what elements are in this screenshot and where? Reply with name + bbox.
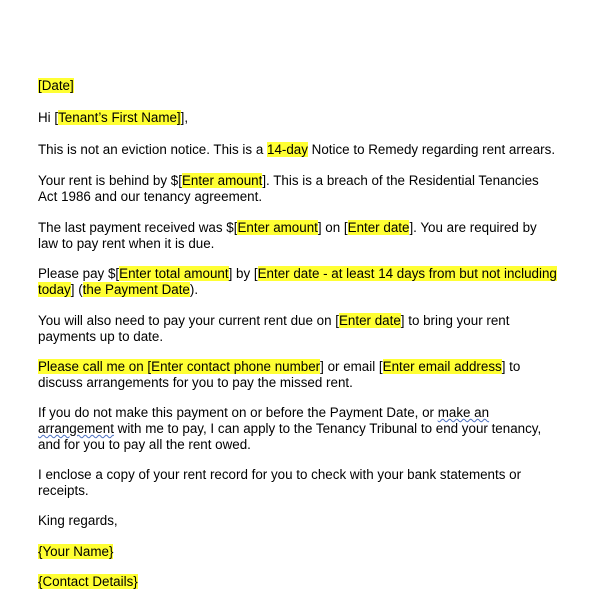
last-date-placeholder: Enter date (347, 220, 410, 235)
paragraph-current-rent: You will also need to pay your current rent due on [Enter date] to bring your rent payments up to date. (38, 313, 510, 344)
paragraph-rent-behind: Your rent is behind by $[Enter amount]. This is a breach of the Residential Tenancies Act 1986 and our tenancy agreement. (38, 173, 539, 204)
due-date-placeholder: Enter date - at least 14 days from but not including (257, 266, 557, 281)
your-name-placeholder: {Your Name} (38, 544, 114, 559)
contact-details-placeholder: {Contact Details} (38, 574, 138, 589)
amount-placeholder: Enter amount (181, 173, 263, 188)
total-amount-placeholder: Enter total amount (119, 266, 229, 281)
date-line (38, 78, 578, 94)
last-amount-placeholder: Enter amount (237, 220, 318, 235)
closing-line: King regards, (38, 513, 118, 528)
days-highlight: 14-day (267, 142, 308, 157)
paragraph-contact: Please call me on [Enter contact phone number] or email [Enter email address] to discuss arrangements for you to pay the missed rent. (38, 359, 521, 390)
phone-placeholder: Please call me on [Enter contact phone number (38, 359, 321, 374)
contact-details-line (38, 574, 578, 590)
paragraph-please-pay: Please pay $[Enter total amount] by [Enter date - at least 14 days from but not including today] (the Payment Date). (38, 266, 557, 297)
paragraph-last-payment: The last payment received was $[Enter amount] on [Enter date]. You are required by law to pay rent when it is due. (38, 220, 537, 251)
current-rent-date-placeholder: Enter date (338, 313, 401, 328)
payment-date-highlight: the Payment Date (82, 282, 190, 297)
date-placeholder: [Date] (38, 78, 74, 93)
tenant-name-placeholder: Tenant’s First Name] (58, 110, 181, 125)
paragraph-tribunal: If you do not make this payment on or before the Payment Date, or make an arrangement with me to pay, I can apply to the Tenancy Tribunal to end your tenancy, and for you to pay all the rent owed. (38, 405, 542, 452)
email-placeholder: Enter email address (382, 359, 502, 374)
paragraph-enclose: I enclose a copy of your rent record for you to check with your bank statements or receipts. (38, 467, 522, 498)
greeting-line: Hi [Tenant’s First Name]], (38, 110, 189, 125)
your-name-line (38, 544, 578, 560)
paragraph-notice: This is not an eviction notice. This is a 14-day Notice to Remedy regarding rent arrears. (38, 142, 556, 157)
